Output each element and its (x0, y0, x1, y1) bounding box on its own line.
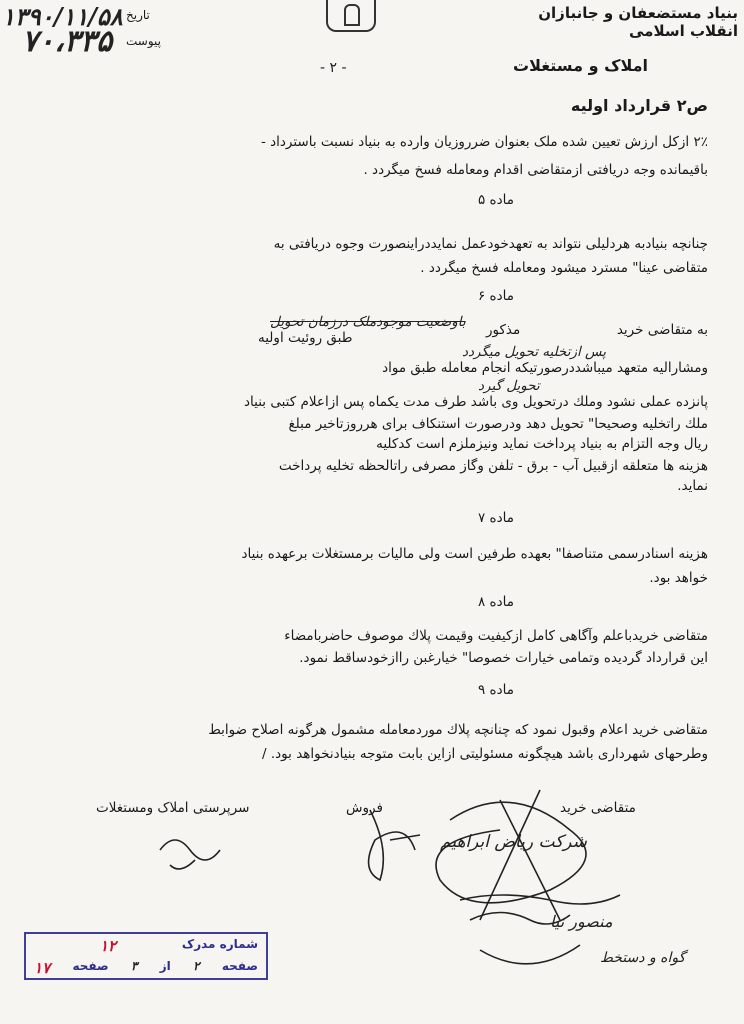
article-6-line-4: ومشاراليه متعهد میباشددرصورتیکه انجام معامله طبق مواد (382, 360, 708, 376)
page-title: ص۲ قرارداد اولیه (570, 96, 708, 115)
signature-lower-scribble (460, 895, 620, 964)
signature-buyer-scribble (436, 790, 586, 920)
organization-name: بنیاد مستضعفان و جانبازان انقلاب اسلامی (538, 4, 738, 40)
article-6-line-3: پس ازتخلیه تحویل میگردد (462, 344, 607, 360)
article-6-line-9: هزینه ها متعلقه ازقبیل آب - برق - تلفن وگاز مصرفی راتالحظه تخلیه پرداخت (278, 458, 708, 474)
signature-supervisor-label: سرپرستی املاک ومستغلات (96, 800, 250, 816)
article-6-line-2: طبق روئیت اولیه (258, 330, 353, 346)
header-date-value: ۱۳۹۰/۱۱/۵۸ (2, 2, 123, 31)
article-6-mazkur: مذکور (486, 322, 521, 338)
article-6-line-1-end: به متقاضی خرید (616, 322, 708, 338)
article-6-line-7: ملك راتخلیه وصحیحا" تحویل دهد ودرصورت استنکاف برای هرروزتاخیر مبلغ (288, 416, 708, 432)
header-number-value: ۷۰،۳۳۵ (22, 24, 113, 59)
department-name: املاک و مستغلات (513, 56, 648, 75)
handwritten-name-2: منصور نیا (550, 912, 613, 931)
handwritten-name-3: گواه و دستخط (600, 950, 686, 966)
stamp-sheet-label: صفحه (72, 959, 109, 973)
intro-line-1: ۲٪ ازکل ارزش تعیین شده ملک بعنوان ضرروزیان وارده به بنیاد نسبت باسترداد - (260, 134, 708, 150)
article-6-line-10: نماید. (677, 478, 708, 494)
signature-buyer-label: متقاضی خرید (560, 800, 636, 816)
stamp-number: ۱۲ (99, 937, 117, 955)
article-8-heading: ماده ۸ (478, 594, 514, 610)
article-6-struck-text: باوضعیت موجودملک درزمان تحویل (270, 314, 466, 330)
article-8-line-1: متقاضی خریدباعلم وآگاهی کامل ازکیفیت وقیمت پلاك موصوف حاضربامضاء (284, 628, 708, 644)
article-6-line-8: ریال وجه التزام به بنیاد پرداخت نماید ونیزملزم است کدکلیه (376, 436, 708, 452)
article-9-line-2: وطرحهای شهرداری باشد هیچگونه مسئولیتی ازاین بابت متوجه بنیادنخواهد بود. / (262, 746, 708, 762)
article-7-line-2: خواهد بود. (649, 570, 708, 586)
article-7-line-1: هزینه اسنادرسمی متناصفا" بعهده طرفین است ولی مالیات برمستغلات برعهده بنیاد (241, 546, 708, 562)
article-9-heading: ماده ۹ (478, 682, 514, 698)
intro-line-2: باقیمانده وجه دریافتی ازمتقاضی اقدام ومعامله فسخ میگردد . (363, 162, 708, 178)
article-8-line-2: این قرارداد گردیده وتمامی خیارات خصوصا" خیارغبن راازخودساقط نمود. (299, 650, 708, 666)
stamp-title: شماره مدرک (181, 937, 258, 951)
page-number: - ۲ - (320, 60, 347, 76)
header-date-label: تاریخ (126, 8, 150, 22)
article-7-heading: ماده ۷ (478, 510, 514, 526)
article-6-heading: ماده ۶ (478, 288, 514, 304)
signature-supervisor-scribble (160, 840, 220, 869)
document-stamp (24, 932, 268, 980)
stamp-page-label: صفحه (221, 959, 258, 973)
article-5-line-2: متقاضی عینا" مسترد میشود ومعامله فسخ میگردد . (420, 260, 708, 276)
stamp-page-value: ۲ (193, 959, 200, 973)
header-number-label: پیوست (126, 34, 161, 48)
signature-seller-label: فروش (346, 800, 383, 816)
article-6-line-6: پانزده عملی نشود وملك درتحویل وی باشد طرف مدت یکماه پس ازاعلام کتبی بنیاد (244, 394, 708, 410)
article-5-heading: ماده ۵ (478, 192, 514, 208)
article-6-line-5: تحویل گیرد (478, 378, 540, 394)
signature-seller-scribble (369, 810, 420, 880)
stamp-of-value: ۳ (130, 959, 138, 973)
handwritten-name-1: شرکت ریاض ابراهیم (440, 832, 587, 852)
emblem-icon (326, 0, 376, 32)
stamp-sheet-value: ۱۷ (34, 959, 51, 977)
article-5-line-1: چنانچه بنیادبه هردلیلی نتواند به تعهدخودعمل نمایددراینصورت وجوه دریافتی به (273, 236, 708, 252)
stamp-of-label: از (159, 959, 171, 973)
article-9-line-1: متقاضی خرید اعلام وقبول نمود که چنانچه پلاك موردمعامله مشمول هرگونه اصلاح ضوابط (208, 722, 708, 738)
